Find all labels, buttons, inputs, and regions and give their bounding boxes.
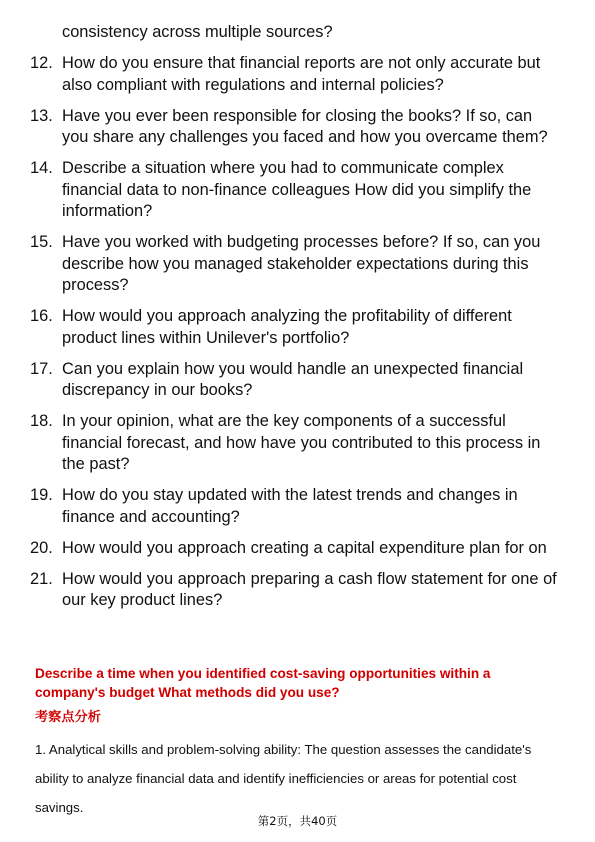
question-number: 13.: [30, 106, 53, 125]
question-text: How would you approach creating a capital expenditure plan for on: [62, 538, 547, 557]
question-number: 19.: [30, 486, 53, 504]
question-text: Have you worked with budgeting processes before? If so, can you describe how you managed stakeholder expectations during this process?: [62, 233, 541, 294]
list-item: [0, 569, 595, 612]
section-heading: Describe a time when you identified cost-saving opportunities within a company's budget What methods did you use?: [35, 666, 491, 700]
question-text: Have you ever been responsible for closing the books? If so, can you share any challenges you faced and how you overcame them?: [62, 106, 548, 146]
question-text: How would you approach preparing a cash flow statement for one of our key product lines?: [62, 569, 557, 609]
question-text: How would you approach analyzing the profitability of different product lines within Unilever's portfolio?: [62, 307, 512, 347]
page-number: 第2页，共40页: [257, 814, 338, 828]
list-item: [0, 485, 595, 528]
question-text: In your opinion, what are the key components of a successful financial forecast, and how have you contributed to this process in the past?: [62, 412, 541, 473]
question-text: Can you explain how you would handle an unexpected financial discrepancy in our books?: [62, 359, 524, 399]
question-number: 16.: [30, 307, 53, 325]
list-item: [0, 306, 595, 349]
list-item: [0, 53, 595, 96]
list-item: [0, 106, 595, 149]
question-number: 14.: [30, 159, 53, 177]
list-item: [0, 158, 595, 223]
analysis-text: 1. Analytical skills and problem-solving ability: The question assesses the candidate's ability to analyze financial data and identify inefficiencies or areas for potential cost savings.: [35, 742, 532, 815]
question-number: 18.: [30, 412, 53, 430]
question-number: 20.: [30, 538, 53, 557]
question-text: consistency across multiple sources?: [62, 23, 333, 41]
question-number: 21.: [30, 569, 53, 588]
question-number: 12.: [30, 54, 53, 72]
analysis-label: 考察点分析: [35, 710, 101, 725]
question-text: How do you ensure that financial reports are not only accurate but also compliant with regulations and internal policies?: [62, 54, 541, 94]
question-number: 15.: [30, 233, 53, 251]
question-number: 17.: [30, 359, 53, 378]
list-item: [0, 359, 595, 402]
question-text: How do you stay updated with the latest trends and changes in finance and accounting?: [62, 486, 518, 526]
list-item: [0, 411, 595, 476]
list-item: [0, 232, 595, 297]
list-item: [0, 538, 595, 560]
question-list: [0, 22, 595, 621]
list-item: [0, 22, 595, 44]
question-text: Describe a situation where you had to communicate complex financial data to non-finance colleagues How did you simplify the information?: [62, 159, 532, 220]
